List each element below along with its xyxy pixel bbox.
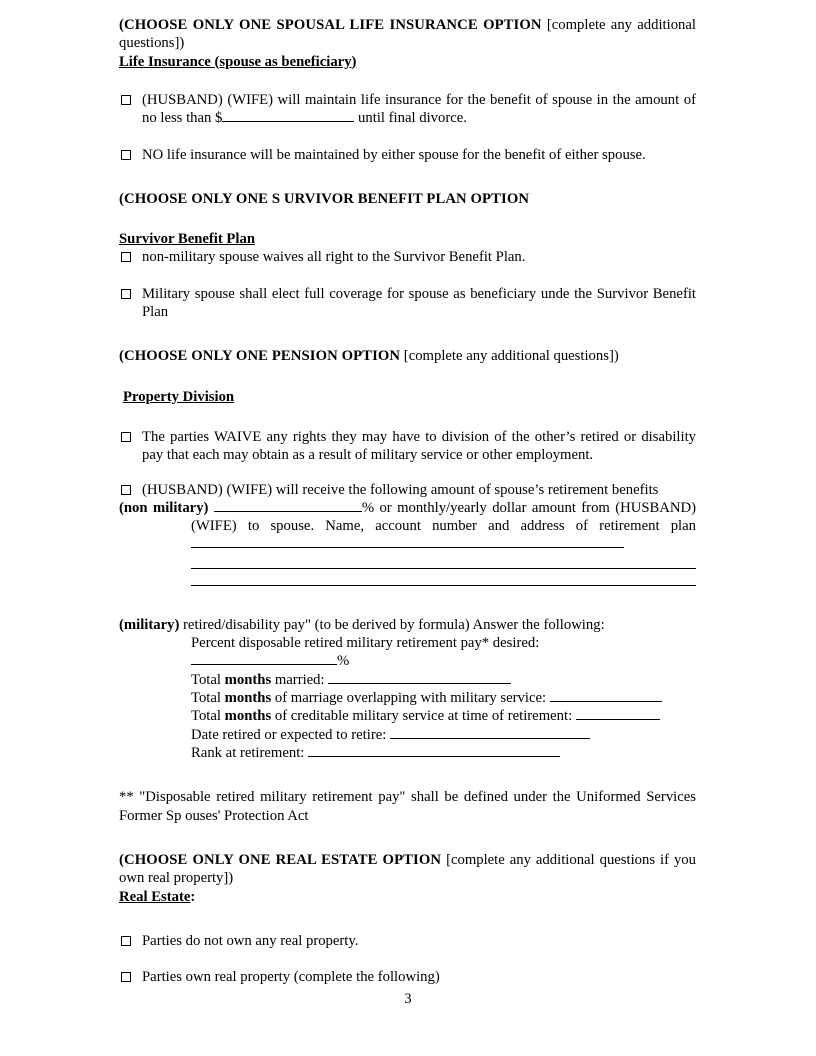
subheading-survivor-benefit-plan — [119, 230, 696, 248]
fill-in-rule[interactable] — [550, 689, 662, 702]
field-label-post: of creditable military service at time of retirement: — [271, 708, 576, 725]
field-label-pre: Total — [191, 708, 225, 725]
subheading-real-estate-text: Real Estate — [119, 888, 191, 905]
fill-in-rule[interactable] — [328, 671, 511, 684]
field-label-post: of marriage overlapping with military service: — [271, 690, 550, 707]
option-own-real-property-text: Parties own real property (complete the following) — [142, 969, 440, 986]
option-no-real-property[interactable] — [119, 932, 696, 950]
military-percent-suffix: % — [337, 653, 350, 670]
military-label: (military) — [119, 616, 180, 633]
option-waive-division-text: The parties WAIVE any rights they may have to division of the other’s retired or disability pay that each may obtain as a result of military service or other employment. — [142, 428, 696, 464]
fill-in-rule[interactable] — [222, 109, 354, 122]
spacer — [119, 71, 696, 91]
spacer — [119, 267, 696, 285]
military-percent-field[interactable] — [119, 652, 696, 670]
spacer — [119, 569, 696, 585]
heading-survivor-benefit-plan — [119, 190, 696, 208]
checkbox-icon[interactable] — [121, 432, 131, 442]
non-military-label: (non military) — [119, 499, 209, 516]
subheading-survivor-benefit-plan-text: Survivor Benefit Plan — [119, 231, 255, 248]
option-receive-retirement-text: (HUSBAND) (WIFE) will receive the following amount of spouse’s retirement benefits — [142, 481, 659, 498]
field-label-bold: months — [224, 690, 272, 707]
option-no-life-insurance-text: NO life insurance will be maintained by either spouse for the benefit of either spouse. — [142, 146, 646, 163]
military-field-months-married[interactable] — [119, 671, 696, 689]
subheading-life-insurance — [119, 53, 696, 71]
field-label-post: married: — [271, 671, 329, 688]
field-label-pre: Rank at retirement: — [191, 745, 309, 762]
option-sbp-elect-full-text: Military spouse shall elect full coverage for spouse as beneficiary unde the Survivor Benefit Plan — [142, 285, 696, 321]
fill-in-rule[interactable] — [191, 535, 624, 548]
heading-spousal-life-insurance-bracket: [complete any additional questions]) — [119, 17, 696, 52]
checkbox-icon[interactable] — [121, 972, 131, 982]
option-waive-division[interactable] — [119, 428, 696, 465]
footnote-disposable-pay-text: ** "Disposable retired military retirement pay" shall be defined under the Uniformed Services Former Sp ouses' Protection Act — [119, 789, 696, 824]
fill-in-rule[interactable] — [191, 652, 337, 665]
field-label-pre: Total — [191, 690, 225, 707]
spacer — [119, 366, 696, 388]
spacer — [119, 586, 696, 616]
spacer — [119, 825, 696, 851]
heading-spousal-life-insurance-caps: (CHOOSE ONLY ONE SPOUSAL LIFE INSURANCE OPTION — [119, 17, 542, 33]
spacer — [119, 554, 696, 568]
checkbox-icon[interactable] — [121, 95, 131, 105]
military-field-months-overlap[interactable] — [119, 689, 696, 707]
checkbox-icon[interactable] — [121, 252, 131, 262]
fill-in-rule[interactable] — [308, 744, 560, 757]
option-no-real-property-text: Parties do not own any real property. — [142, 932, 359, 949]
field-label-bold: months — [224, 671, 272, 688]
footnote-disposable-pay — [119, 788, 696, 825]
spacer — [119, 208, 696, 230]
heading-real-estate — [119, 851, 696, 888]
option-own-real-property[interactable] — [119, 968, 696, 986]
subheading-property-division — [119, 388, 696, 406]
spacer — [119, 465, 696, 481]
subheading-real-estate-suffix: : — [190, 888, 196, 905]
option-no-life-insurance[interactable] — [119, 146, 696, 164]
military-intro — [119, 616, 696, 634]
option-sbp-elect-full[interactable] — [119, 285, 696, 322]
option-sbp-waive-text: non-military spouse waives all right to the Survivor Benefit Plan. — [142, 249, 526, 266]
heading-real-estate-caps: (CHOOSE ONLY ONE REAL ESTATE OPTION — [119, 852, 442, 869]
non-military-block — [119, 499, 696, 554]
spacer — [119, 321, 696, 347]
spacer — [119, 762, 696, 788]
option-receive-retirement[interactable] — [119, 481, 696, 499]
option-life-insurance-maintain-text-b: until final divorce. — [354, 110, 467, 127]
heading-pension-caps: (CHOOSE ONLY ONE PENSION OPTION — [119, 348, 401, 365]
spacer — [119, 906, 696, 932]
spacer — [119, 164, 696, 190]
spacer — [119, 406, 696, 428]
option-life-insurance-maintain-text-a: (HUSBAND) (WIFE) will maintain life insurance for the benefit of spouse in the amount of no less than $ — [142, 91, 696, 127]
subheading-property-division-text: Property Division — [123, 388, 235, 405]
option-life-insurance-maintain[interactable] — [119, 91, 696, 128]
military-percent-prompt — [119, 634, 696, 652]
checkbox-icon[interactable] — [121, 289, 131, 299]
military-field-months-creditable[interactable] — [119, 707, 696, 725]
heading-survivor-benefit-plan-caps: (CHOOSE ONLY ONE S URVIVOR BENEFIT PLAN OPTION — [119, 190, 530, 207]
heading-real-estate-bracket: [complete any additional questions if you own real property]) — [119, 852, 696, 887]
heading-spousal-life-insurance — [119, 16, 696, 53]
military-percent-prompt-text: Percent disposable retired military retirement pay* desired: — [191, 635, 540, 652]
spacer — [119, 128, 696, 146]
subheading-real-estate — [119, 888, 696, 906]
military-field-date-retired[interactable] — [119, 726, 696, 744]
field-label-bold: months — [224, 708, 272, 725]
option-sbp-waive[interactable] — [119, 248, 696, 266]
spacer — [119, 950, 696, 968]
field-label-pre: Date retired or expected to retire: — [191, 726, 390, 743]
military-intro-text: retired/disability pay" (to be derived by formula) Answer the following: — [179, 616, 605, 633]
subheading-life-insurance-text: Life Insurance (spouse as beneficiary) — [119, 53, 357, 70]
fill-in-rule[interactable] — [576, 707, 660, 720]
checkbox-icon[interactable] — [121, 936, 131, 946]
checkbox-icon[interactable] — [121, 485, 131, 495]
military-field-rank[interactable] — [119, 744, 696, 762]
page-number: 3 — [404, 991, 412, 1007]
non-military-text: % or monthly/yearly dollar amount from (HUSBAND) (WIFE) to spouse. Name, account number and address of retirement plan — [191, 499, 697, 535]
heading-pension-bracket: [complete any additional questions]) — [400, 348, 619, 365]
checkbox-icon[interactable] — [121, 150, 131, 160]
fill-in-rule[interactable] — [390, 726, 590, 739]
field-label-pre: Total — [191, 671, 225, 688]
fill-in-rule[interactable] — [214, 499, 362, 512]
document-body — [119, 16, 696, 987]
heading-pension — [119, 347, 696, 365]
